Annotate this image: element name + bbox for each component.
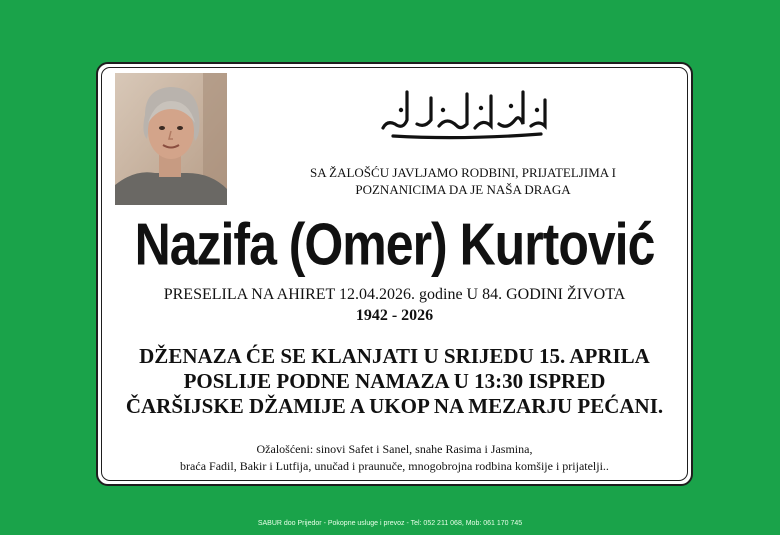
obituary-card [96,62,693,486]
arabic-calligraphy [373,80,553,142]
life-years: 1942 - 2026 [355,307,434,324]
funeral-details [98,344,691,419]
footer-contact: SABUR doo Prijedor - Pokopne usluge i prevoz - Tel: 052 211 068, Mob: 061 170 745 [257,520,523,527]
mourners-line: Ožalošćeni: sinovi Safet i Sanel, snahe Rasima i Jasmina, [256,442,533,456]
portrait-photo [115,73,227,205]
deceased-name: Nazifa (Omer) Kurtović [134,211,655,278]
funeral-line: POSLIJE PODNE NAMAZA U 13:30 ISPRED [183,369,606,393]
intro-line: POZNANICIMA DA JE NAŠA DRAGA [355,182,571,197]
passed-away-text: PRESELILA NA AHIRET 12.04.2026. godine U 84. GODINI ŽIVOTA [163,286,626,303]
mourners-line: braća Fadil, Bakir i Lutfija, unučad i praunuče, mnogobrojna rodbina komšije i prijatelji.. [180,459,609,473]
intro-line: SA ŽALOŠĆU JAVLJAMO RODBINI, PRIJATELJIMA I [309,165,616,180]
calligraphy-mark [373,80,553,142]
intro-text [263,164,663,198]
mourners-list [98,441,691,475]
funeral-line: DŽENAZA ĆE SE KLANJATI U SRIJEDU 15. APRILA [139,344,650,368]
portrait-image [115,73,227,205]
funeral-line: ČARŠIJSKE DŽAMIJE A UKOP NA MEZARJU PEĆANI. [125,394,664,418]
